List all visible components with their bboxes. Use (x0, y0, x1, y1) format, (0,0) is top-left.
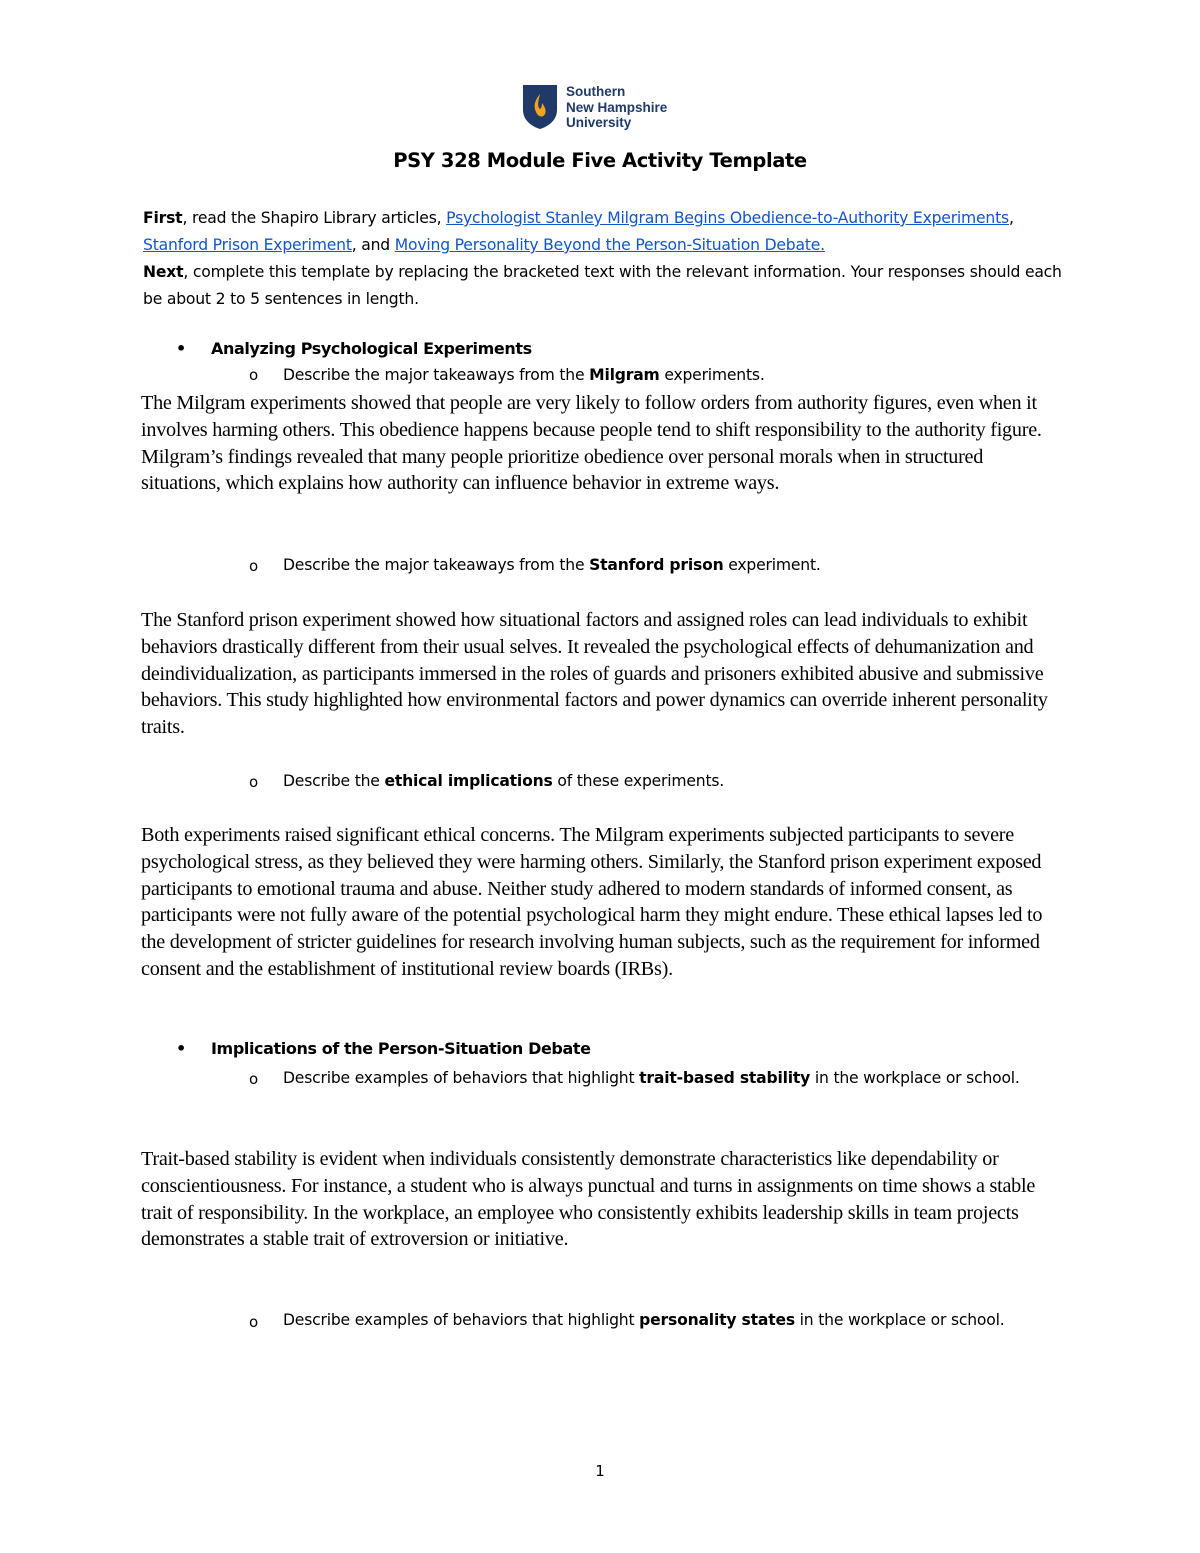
answer-milgram: The Milgram experiments showed that people are very likely to follow orders from authority figures, even when it involves harming others. This obedience happens because people tend to shift responsibility to the authority figure. Milgram’s findings revealed that many people prioritize obedience over personal morals when in structured situations, which explains how authority can influence behavior in extreme ways. (141, 392, 1042, 495)
answer-ethics: Both experiments raised significant ethical concerns. The Milgram experiments subjected participants to severe psychological stress, as they believed they were harming others. Similarly, the Stanford prison experiment exposed participants to emotional trauma and abuse. Neither study adhered to modern standards of informed consent, as participants were not fully aware of the potential psychological harm they might endure. These ethical lapses led to the development of stricter guidelines for research involving human subjects, such as the requirement for informed consent and the establishment of institutional review boards (IRBs). (141, 824, 1043, 980)
question-text: experiments. (659, 366, 765, 384)
question-text: Describe the major takeaways from the (283, 556, 590, 574)
first-label: First (143, 209, 183, 227)
next-label: Next (143, 263, 184, 281)
university-logo (522, 84, 692, 134)
question-personality-states (283, 1307, 1043, 1334)
answer-trait-stability: Trait-based stability is evident when individuals consistently demonstrate characteristics like dependability or conscientiousness. For instance, a student who is always punctual and turns in assignments on time shows a stable trait of responsibility. In the workplace, an employee who consistently exhibits leadership skills in team projects demonstrates a stable trait of extroversion or initiative. (141, 1148, 1036, 1251)
section-heading-analyzing: Analyzing Psychological Experiments (211, 339, 532, 358)
sub-bullet-icon: o (249, 773, 259, 791)
logo-line-2: New Hampshire (566, 99, 668, 115)
section-heading-person-situation: Implications of the Person-Situation Debate (211, 1039, 591, 1058)
question-milgram (283, 362, 1043, 389)
intro-paragraph (143, 205, 1063, 313)
question-emphasis: Stanford prison (589, 556, 724, 574)
question-emphasis: personality states (639, 1311, 795, 1329)
page-number: 1 (595, 1462, 605, 1480)
question-text: Describe examples of behaviors that highlight (283, 1311, 640, 1329)
link-milgram-article[interactable]: Psychologist Stanley Milgram Begins Obedience-to-Authority Experiments (446, 209, 1009, 227)
question-text: experiment. (723, 556, 821, 574)
question-trait-stability (283, 1065, 1043, 1092)
question-text: in the workplace or school. (810, 1069, 1020, 1087)
link-personality-article[interactable]: Moving Personality Beyond the Person-Situation Debate. (394, 236, 825, 254)
question-text: Describe the major takeaways from the (283, 366, 590, 384)
question-text: Describe examples of behaviors that highlight (283, 1069, 640, 1087)
bullet-icon: • (176, 339, 186, 358)
intro-text-2: , complete this template by replacing the bracketed text with the relevant information. Your responses should each be about 2 to 5 sentences in length. (143, 263, 1062, 308)
sub-bullet-icon: o (249, 1070, 259, 1088)
logo-wordmark (566, 84, 667, 131)
link-stanford-article[interactable]: Stanford Prison Experiment (143, 236, 352, 254)
intro-sep-1: , (1008, 209, 1014, 227)
shield-icon (522, 84, 558, 130)
question-ethics (283, 768, 1043, 795)
logo-line-3: University (566, 115, 632, 130)
question-emphasis: trait-based stability (639, 1069, 811, 1087)
question-text: of these experiments. (552, 772, 725, 790)
bullet-icon: • (176, 1039, 186, 1058)
logo-line-1: Southern (566, 84, 626, 99)
intro-sep-2: , and (351, 236, 395, 254)
sub-bullet-icon: o (249, 366, 259, 384)
sub-bullet-icon: o (249, 1313, 259, 1331)
document-title: PSY 328 Module Five Activity Template (393, 149, 807, 172)
intro-text-1: , read the Shapiro Library articles, (182, 209, 447, 227)
question-text: in the workplace or school. (794, 1311, 1005, 1329)
answer-stanford: The Stanford prison experiment showed how situational factors and assigned roles can lead individuals to exhibit behaviors drastically different from their usual selves. It revealed the psychological effects of dehumanization and deindividualization, as participants immersed in the roles of guards and prisoners exhibited abusive and submissive behaviors. This study highlighted how environmental factors and power dynamics can override inherent personality traits. (141, 609, 1048, 739)
question-emphasis: ethical implications (384, 772, 553, 790)
question-emphasis: Milgram (589, 366, 660, 384)
question-text: Describe the (283, 772, 385, 790)
sub-bullet-icon: o (249, 557, 259, 575)
question-stanford (283, 552, 1043, 579)
